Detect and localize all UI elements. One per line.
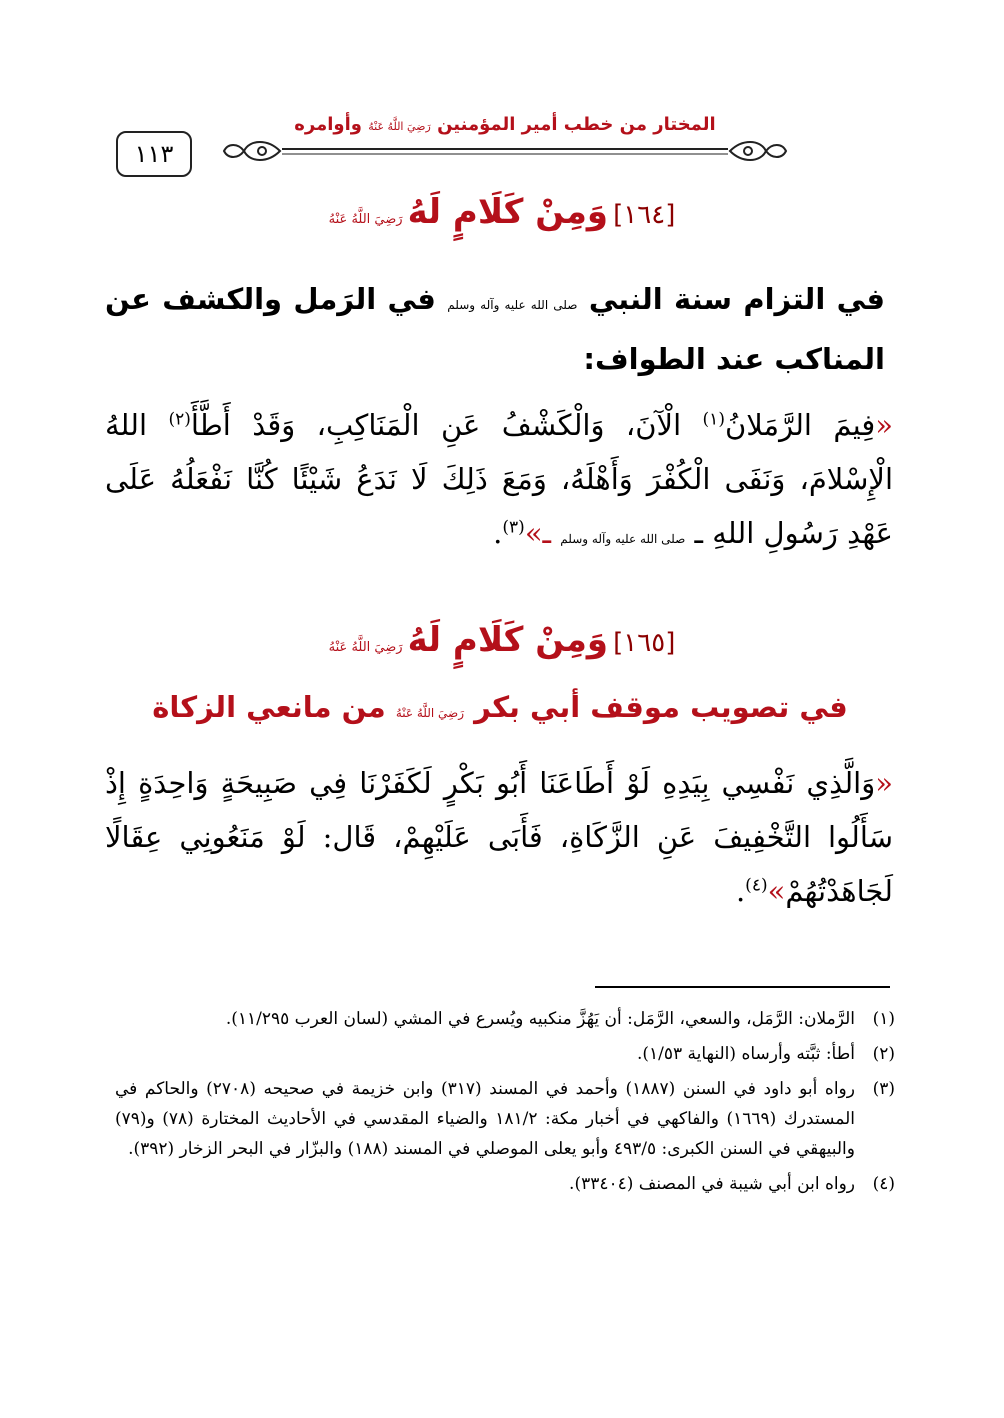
quote-open-mark: « (875, 766, 893, 800)
footnote-text: أطأ: ثبَّته وأرساه (النهاية ١/٥٣). (636, 1044, 855, 1064)
section-heading-164 (100, 192, 904, 232)
section-number: [١٦٥] (613, 628, 676, 658)
footnote-ref[interactable]: (٣) (502, 517, 525, 538)
quote-text: وَالَّذِي نَفْسِي بِيَدِهِ لَوْ أَطَاعَنَا أَبُو بَكْرٍ لَكَفَرْنَا فِي صَبِيحَةٍ وَاحِدَةٍ إِذْ سَأَلُوا التَّخْفِيفَ عَنِ الزَّكَاةِ، فَأَبَى عَلَيْهِمْ، قَال: لَوْ مَنَعُونِي عِقَالًا لَجَاهَدْتُهُمْ (105, 766, 893, 908)
subheading-honorific: رَضِيَ اللَّهُ عَنْهُ (395, 706, 465, 720)
footnote-number: (٢) (872, 1044, 895, 1064)
footnote-ref[interactable]: (١) (702, 409, 725, 430)
footnote-ref[interactable]: (٢) (168, 409, 191, 430)
subheading-text: في تصويب موقف أبي بكر (474, 690, 848, 724)
quote-close-mark: » (767, 874, 786, 908)
footnote-number: (٤) (872, 1174, 895, 1194)
footnote-text: الرَّملان: الرَّمَل، والسعي، الرَّمَل: أن يَهُزَّ منكبيه ويُسرع في المشي (لسان العرب ١١/٢٩٥). (225, 1009, 855, 1029)
section-honorific: رَضِيَ اللَّهُ عَنْهُ (328, 640, 403, 655)
hadith-quote-165 (105, 756, 893, 918)
section-subheading-164 (105, 272, 885, 386)
section-number: [١٦٤] (613, 200, 676, 230)
footnote (115, 1039, 895, 1069)
quote-end: . (493, 516, 503, 550)
page-number: ١١٣ (134, 140, 174, 168)
subheading-text: في التزام سنة النبي (588, 282, 885, 316)
header-title: المختار من خطب أمير المؤمنين (437, 114, 716, 135)
section-title: وَمِنْ كَلَامٍ لَهُ (407, 620, 609, 660)
quote-text: فِيمَ الرَّمَلانُ (724, 408, 876, 442)
running-header (290, 114, 720, 135)
header-ornament-icon (220, 137, 790, 167)
quote-text: الْآنَ، وَالْكَشْفُ عَنِ الْمَنَاكِبِ، وَقَدْ أَطَّأَ (190, 408, 682, 442)
section-honorific: رَضِيَ اللَّهُ عَنْهُ (328, 212, 403, 227)
footnote (115, 1169, 895, 1199)
salawat-glyph: صلى الله عليه وآله وسلم (560, 532, 686, 546)
footnote-separator (595, 986, 890, 988)
subheading-text: من مانعي الزكاة (152, 690, 386, 724)
quote-close-mark: ـ» (524, 516, 552, 550)
hadith-quote-164 (105, 398, 893, 566)
quote-end: . (735, 874, 746, 908)
subheading-text: في الرَمل والكشف عن المناكب عند الطواف: (105, 282, 885, 376)
footnotes (115, 1004, 895, 1204)
quote-open-mark: « (875, 408, 894, 442)
header-title-suffix: وأوامره (294, 114, 362, 135)
footnote-number: (٣) (872, 1079, 895, 1099)
footnote-text: رواه ابن أبي شيبة في المصنف (٣٣٤٠٤). (569, 1174, 855, 1194)
quote-text: اللهُ الْإِسْلامَ، وَنَفَى الْكُفْرَ وَأَهْلَهُ، وَمَعَ ذَلِكَ لَا نَدَعُ شَيْئًا كُنَّا نَفْعَلُهُ عَلَى عَهْدِ رَسُولِ اللهِ ـ (105, 408, 893, 550)
section-subheading-165 (105, 690, 895, 724)
header-honorific: رَضِيَ اللَّهُ عَنْهُ (368, 120, 431, 133)
salawat-glyph: صلى الله عليه وآله وسلم (447, 298, 578, 312)
footnote-ref[interactable]: (٤) (745, 875, 768, 896)
footnote (115, 1004, 895, 1034)
section-heading-165 (100, 620, 904, 660)
page-number-box (116, 131, 192, 177)
footnote (115, 1074, 895, 1164)
footnote-text: رواه أبو داود في السنن (١٨٨٧) وأحمد في المسند (٣١٧) وابن خزيمة في صحيحه (٢٧٠٨) والحاكم في المستدرك (١٦٦٩) والفاكهي في أخبار مكة: ١٨١/٢ والضياء المقدسي في الأحاديث المختارة (٧٨) و(٧٩) والبيهقي في السنن الكبرى: ٤٩٣/٥ وأبو يعلى الموصلي في المسند (١٨٨) والبزّار في البحر الزخار (٣٩٢). (115, 1079, 855, 1159)
footnote-number: (١) (872, 1009, 895, 1029)
section-title: وَمِنْ كَلَامٍ لَهُ (407, 192, 609, 232)
